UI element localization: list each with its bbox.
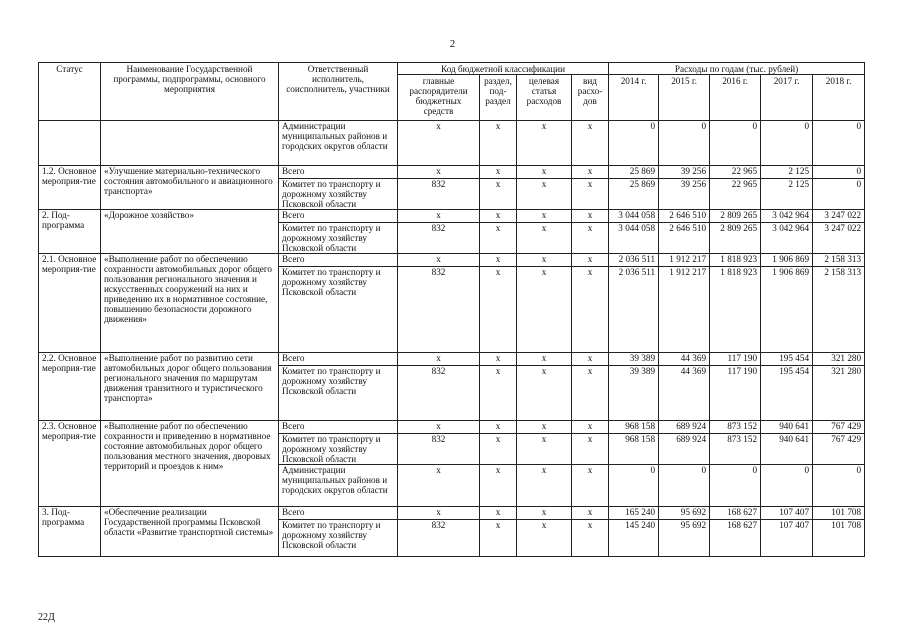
expense-2014-cell: 3 044 058 [609,210,659,223]
program-name-cell: «Улучшение материально-технического состояния автомобильного и авиационного транспорта» [101,166,279,210]
expense-2018-cell: 3 247 022 [813,223,865,254]
code-grbs-cell: 832 [398,520,480,557]
header-status: Статус [39,63,101,121]
code-grbs-cell: х [398,254,480,267]
code-vr-cell: х [572,254,609,267]
code-rz-cell: х [480,121,517,166]
code-grbs-cell: 832 [398,223,480,254]
status-cell: 3. Под-программа [39,507,101,557]
expense-2017-cell: 3 042 964 [761,210,813,223]
code-vr-cell: х [572,507,609,520]
responsible-cell: Всего [279,254,398,267]
expense-2015-cell: 95 692 [659,507,710,520]
table-row [39,166,865,179]
code-rz-cell: х [480,465,517,507]
header-expenses-group: Расходы по годам (тыс. рублей) [609,63,865,75]
table-row [39,254,865,267]
program-name-cell: «Выполнение работ по обеспечению сохранности автомобильных дорог общего пользования регионального значения и искусственных сооружений на них и приведению их в нормативное состояние, повышению безопасности дорожного движения» [101,254,279,353]
status-cell: 2. Под-программа [39,210,101,254]
code-rz-cell: х [480,166,517,179]
status-cell [39,121,101,166]
expense-2016-cell: 1 818 923 [710,267,761,353]
table-row [39,210,865,223]
code-csr-cell: х [517,267,572,353]
code-grbs-cell: 832 [398,434,480,465]
expense-2015-cell: 2 646 510 [659,210,710,223]
table-body [39,121,865,557]
expense-2017-cell: 940 641 [761,421,813,434]
code-grbs-cell: х [398,421,480,434]
code-vr-cell: х [572,121,609,166]
expense-2016-cell: 873 152 [710,421,761,434]
table-row [39,507,865,520]
expense-2015-cell: 0 [659,121,710,166]
status-cell: 2.2. Основное мероприя-тие [39,353,101,421]
responsible-cell: Комитет по транспорту и дорожному хозяйству Псковской области [279,434,398,465]
expense-2018-cell: 767 429 [813,421,865,434]
code-csr-cell: х [517,465,572,507]
code-vr-cell: х [572,465,609,507]
expense-2016-cell: 1 818 923 [710,254,761,267]
code-grbs-cell: 832 [398,267,480,353]
expense-2015-cell: 44 369 [659,366,710,421]
code-grbs-cell: 832 [398,366,480,421]
expense-2016-cell: 0 [710,121,761,166]
code-csr-cell: х [517,254,572,267]
code-vr-cell: х [572,434,609,465]
responsible-cell: Комитет по транспорту и дорожному хозяйству Псковской области [279,223,398,254]
expense-2018-cell: 0 [813,465,865,507]
expense-2014-cell: 39 389 [609,353,659,366]
expense-2015-cell: 689 924 [659,421,710,434]
code-rz-cell: х [480,254,517,267]
expense-2017-cell: 0 [761,465,813,507]
header-name: Наименование Государственной программы, подпрограммы, основного мероприятия [101,63,279,121]
program-name-cell: «Выполнение работ по обеспечению сохранности и приведению в нормативное состояние автомобильных дорог общего пользования местного значения, дворовых территорий и проездов к ним» [101,421,279,507]
header-code-vr: вид расхо-дов [572,75,609,121]
code-csr-cell: х [517,434,572,465]
code-grbs-cell: х [398,121,480,166]
expense-2014-cell: 2 036 511 [609,267,659,353]
expense-2018-cell: 3 247 022 [813,210,865,223]
code-vr-cell: х [572,520,609,557]
expense-2015-cell: 39 256 [659,179,710,210]
responsible-cell: Всего [279,210,398,223]
expense-2017-cell: 0 [761,121,813,166]
header-year-2018: 2018 г. [813,75,865,121]
code-csr-cell: х [517,179,572,210]
expense-2014-cell: 25 869 [609,166,659,179]
expense-2017-cell: 2 125 [761,166,813,179]
expense-2014-cell: 25 869 [609,179,659,210]
header-code-csr: целевая статья расходов [517,75,572,121]
responsible-cell: Администрации муниципальных районов и городских округов области [279,121,398,166]
budget-table [38,62,865,557]
program-name-cell: «Выполнение работ по развитию сети автомобильных дорог общего пользования регионального значения по маршрутам движения транзитного и туристического транспорта» [101,353,279,421]
code-rz-cell: х [480,434,517,465]
expense-2017-cell: 107 407 [761,520,813,557]
code-rz-cell: х [480,366,517,421]
code-csr-cell: х [517,520,572,557]
expense-2016-cell: 873 152 [710,434,761,465]
code-csr-cell: х [517,223,572,254]
program-name-cell: «Обеспечение реализации Государственной программы Псковской области «Развитие транспортной системы» [101,507,279,557]
code-vr-cell: х [572,179,609,210]
expense-2015-cell: 1 912 217 [659,267,710,353]
code-csr-cell: х [517,507,572,520]
header-code-group: Код бюджетной классификации [398,63,609,75]
expense-2014-cell: 968 158 [609,434,659,465]
responsible-cell: Всего [279,507,398,520]
expense-2016-cell: 117 190 [710,366,761,421]
header-year-2015: 2015 г. [659,75,710,121]
expense-2016-cell: 117 190 [710,353,761,366]
code-grbs-cell: х [398,507,480,520]
expense-2018-cell: 0 [813,121,865,166]
code-rz-cell: х [480,179,517,210]
page-number: 2 [449,38,456,50]
expense-2016-cell: 168 627 [710,520,761,557]
code-vr-cell: х [572,267,609,353]
code-vr-cell: х [572,353,609,366]
expense-2014-cell: 3 044 058 [609,223,659,254]
code-csr-cell: х [517,353,572,366]
expense-2018-cell: 767 429 [813,434,865,465]
responsible-cell: Комитет по транспорту и дорожному хозяйству Псковской области [279,179,398,210]
code-rz-cell: х [480,267,517,353]
expense-2016-cell: 2 809 265 [710,210,761,223]
expense-2015-cell: 44 369 [659,353,710,366]
expense-2014-cell: 165 240 [609,507,659,520]
expense-2015-cell: 95 692 [659,520,710,557]
code-csr-cell: х [517,366,572,421]
header-code-grbs: главные распорядители бюджетных средств [398,75,480,121]
code-rz-cell: х [480,421,517,434]
expense-2014-cell: 145 240 [609,520,659,557]
expense-2015-cell: 1 912 217 [659,254,710,267]
code-grbs-cell: х [398,465,480,507]
status-cell: 1.2. Основное мероприя-тие [39,166,101,210]
table-row [39,421,865,434]
responsible-cell: Комитет по транспорту и дорожному хозяйству Псковской области [279,520,398,557]
expense-2018-cell: 2 158 313 [813,254,865,267]
code-vr-cell: х [572,166,609,179]
expense-2016-cell: 22 965 [710,179,761,210]
expense-2016-cell: 2 809 265 [710,223,761,254]
code-rz-cell: х [480,223,517,254]
code-vr-cell: х [572,223,609,254]
expense-2018-cell: 101 708 [813,507,865,520]
expense-2014-cell: 968 158 [609,421,659,434]
expense-2017-cell: 195 454 [761,353,813,366]
expense-2018-cell: 2 158 313 [813,267,865,353]
expense-2017-cell: 1 906 869 [761,267,813,353]
expense-2014-cell: 0 [609,465,659,507]
expense-2018-cell: 321 280 [813,366,865,421]
expense-2016-cell: 0 [710,465,761,507]
responsible-cell: Всего [279,353,398,366]
code-grbs-cell: х [398,210,480,223]
expense-2014-cell: 2 036 511 [609,254,659,267]
code-csr-cell: х [517,166,572,179]
code-vr-cell: х [572,210,609,223]
expense-2015-cell: 0 [659,465,710,507]
table-row [39,121,865,166]
footer-code: 22Д [38,612,55,623]
header-year-2016: 2016 г. [710,75,761,121]
header-year-2017: 2017 г. [761,75,813,121]
expense-2017-cell: 195 454 [761,366,813,421]
header-year-2014: 2014 г. [609,75,659,121]
expense-2018-cell: 0 [813,166,865,179]
code-rz-cell: х [480,520,517,557]
expense-2016-cell: 22 965 [710,166,761,179]
expense-2017-cell: 3 042 964 [761,223,813,254]
code-csr-cell: х [517,121,572,166]
expense-2015-cell: 2 646 510 [659,223,710,254]
expense-2017-cell: 2 125 [761,179,813,210]
expense-2014-cell: 0 [609,121,659,166]
expense-2014-cell: 39 389 [609,366,659,421]
expense-2017-cell: 107 407 [761,507,813,520]
program-name-cell: «Дорожное хозяйство» [101,210,279,254]
responsible-cell: Всего [279,166,398,179]
responsible-cell: Администрации муниципальных районов и городских округов области [279,465,398,507]
responsible-cell: Всего [279,421,398,434]
code-grbs-cell: х [398,166,480,179]
code-grbs-cell: 832 [398,179,480,210]
code-rz-cell: х [480,210,517,223]
table-row [39,353,865,366]
expense-2017-cell: 1 906 869 [761,254,813,267]
expense-2017-cell: 940 641 [761,434,813,465]
code-grbs-cell: х [398,353,480,366]
expense-2018-cell: 321 280 [813,353,865,366]
expense-2015-cell: 689 924 [659,434,710,465]
expense-2016-cell: 168 627 [710,507,761,520]
code-rz-cell: х [480,353,517,366]
code-rz-cell: х [480,507,517,520]
expense-2018-cell: 101 708 [813,520,865,557]
program-name-cell [101,121,279,166]
code-vr-cell: х [572,366,609,421]
header-responsible: Ответственный исполнитель, соисполнитель, участники [279,63,398,121]
responsible-cell: Комитет по транспорту и дорожному хозяйству Псковской области [279,366,398,421]
expense-2015-cell: 39 256 [659,166,710,179]
responsible-cell: Комитет по транспорту и дорожному хозяйству Псковской области [279,267,398,353]
header-code-rz: раздел, под-раздел [480,75,517,121]
code-vr-cell: х [572,421,609,434]
code-csr-cell: х [517,210,572,223]
status-cell: 2.1. Основное мероприя-тие [39,254,101,353]
status-cell: 2.3. Основное мероприя-тие [39,421,101,507]
code-csr-cell: х [517,421,572,434]
expense-2018-cell: 0 [813,179,865,210]
